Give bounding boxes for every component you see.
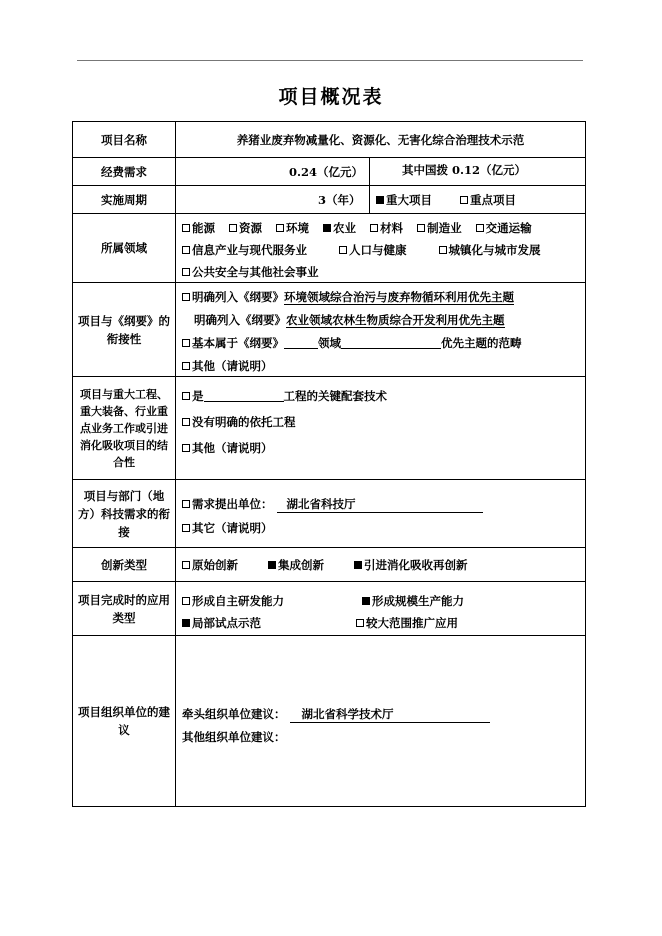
project-overview-table [72,121,586,807]
project-level-cell [369,185,586,214]
demand-content-cell [175,479,586,548]
application-label: 项目完成时的应用类型 [78,592,170,625]
outline-line-3: 基本属于《纲要》 领域 优先主题的范畴 [182,335,522,351]
field-option-transport[interactable]: 交通运输 [476,221,532,235]
checkbox-empty-icon [182,224,190,232]
application-option-rd[interactable]: 形成自主研发能力 [182,593,284,609]
checkbox-empty-icon[interactable] [182,339,190,347]
field-option-energy[interactable]: 能源 [182,221,215,235]
checkbox-empty-icon [460,196,468,204]
advice-lead-value: 湖北省科学技术厅 [290,706,490,723]
checkbox-empty-icon[interactable] [182,362,190,370]
page-title: 项目概况表 [278,86,384,108]
period-years: 3（年） [318,193,361,207]
checkbox-checked-icon [354,561,362,569]
field-option-public-safety[interactable]: 公共安全与其他社会事业 [182,265,319,279]
central-funding-label: 其中国拨 [402,163,448,177]
outline-line-4: 其他（请说明） [182,358,273,374]
field-option-materials[interactable]: 材料 [370,221,403,235]
application-option-production[interactable]: 形成规模生产能力 [362,593,464,609]
innovation-label-cell [72,547,176,582]
field-label-cell [72,213,176,283]
major-line-3: 其他（请说明） [182,440,273,456]
demand-unit-value: 湖北省科技厅 [277,496,483,513]
outline-label-cell [72,282,176,377]
demand-line-1: 需求提出单位： 湖北省科技厅 [182,496,483,513]
period-label-cell [72,185,176,214]
outline-line-1: 明确列入《纲要》环境领域综合治污与废弃物循环利用优先主题 [182,289,514,305]
outline-topic-2: 农业领域农林生物质综合开发利用优先主题 [286,313,505,327]
major-line-1: 是 工程的关键配套技术 [182,388,387,404]
checkbox-empty-icon[interactable] [182,418,190,426]
checkbox-empty-icon [182,597,190,605]
checkbox-checked-icon [362,597,370,605]
field-label: 所属领域 [101,241,147,255]
advice-label-cell [72,635,176,807]
period-label: 实施周期 [101,192,147,207]
checkbox-checked-icon [182,619,190,627]
checkbox-checked-icon [376,196,384,204]
major-content-cell [175,376,586,480]
application-label-cell [72,581,176,636]
name-label-cell [72,121,176,158]
funding-label: 经费需求 [101,164,147,179]
name-value-cell [175,121,586,158]
checkbox-empty-icon [417,224,425,232]
outline-topic-1: 环境领域综合治污与废弃物循环利用优先主题 [284,290,514,304]
checkbox-empty-icon[interactable] [182,293,190,301]
outline-line-2: 明确列入《纲要》农业领域农林生物质综合开发利用优先主题 [194,313,505,327]
field-options-line-3 [182,264,319,280]
major-project-blank[interactable] [204,389,284,402]
innovation-content-cell [175,547,586,582]
checkbox-empty-icon[interactable] [182,444,190,452]
checkbox-empty-icon [276,224,284,232]
innovation-label: 创新类型 [101,557,147,572]
outline-label: 项目与《纲要》的衔接性 [78,313,170,346]
innovation-option-integrated[interactable]: 集成创新 [268,558,324,572]
field-options-cell [175,213,586,283]
checkbox-empty-icon [356,619,364,627]
project-name: 养猪业废弃物减量化、资源化、无害化综合治理技术示范 [236,132,525,147]
innovation-option-reinnovation[interactable]: 引进消化吸收再创新 [354,558,468,572]
checkbox-empty-icon [229,224,237,232]
demand-label-cell [72,479,176,548]
outline-content-cell [175,282,586,377]
checkbox-checked-icon [268,561,276,569]
checkbox-empty-icon [182,246,190,254]
field-option-resources[interactable]: 资源 [229,221,262,235]
field-options-line-1 [182,220,532,236]
demand-line-2: 其它（请说明） [182,520,273,536]
checkbox-empty-icon [439,246,447,254]
field-option-urbanization[interactable]: 城镇化与城市发展 [439,243,541,257]
funding-value-cell [175,157,370,186]
central-funding-value: 0.12（亿元） [452,163,527,177]
innovation-option-original[interactable]: 原始创新 [182,558,238,572]
funding-label-cell [72,157,176,186]
field-option-it[interactable]: 信息产业与现代服务业 [182,243,307,257]
advice-content-cell [175,635,586,807]
demand-label: 项目与部门（地方）科技需求的衔接 [78,488,170,539]
checkbox-empty-icon [476,224,484,232]
field-option-agriculture[interactable]: 农业 [323,221,356,235]
period-value-cell [175,185,370,214]
advice-label: 项目组织单位的建议 [78,705,170,737]
field-options-line-2 [182,242,541,258]
name-label: 项目名称 [101,132,147,147]
major-label: 项目与重大工程、重大装备、行业重点业务工作或引进消化吸收项目的结合性 [80,387,168,469]
key-project-option[interactable]: 重点项目 [460,193,516,207]
checkbox-empty-icon[interactable] [182,392,190,400]
checkbox-empty-icon [370,224,378,232]
checkbox-empty-icon[interactable] [182,524,190,532]
application-content-cell [175,581,586,636]
central-funding-cell [369,157,586,186]
header-rule [77,60,583,61]
application-option-promotion[interactable]: 较大范围推广应用 [356,615,458,631]
field-option-environment[interactable]: 环境 [276,221,309,235]
checkbox-empty-icon[interactable] [182,500,190,508]
advice-other-line: 其他组织单位建议： [182,730,286,744]
funding-amount: 0.24（亿元） [289,165,364,179]
major-line-2: 没有明确的依托工程 [182,414,296,430]
major-project-option[interactable]: 重大项目 [376,193,432,207]
checkbox-checked-icon [323,224,331,232]
advice-lead-line: 牵头组织单位建议： 湖北省科学技术厅 [182,706,490,723]
checkbox-empty-icon [182,561,190,569]
field-option-manufacturing[interactable]: 制造业 [417,221,462,235]
outline-field-blank[interactable] [284,336,318,349]
application-option-pilot[interactable]: 局部试点示范 [182,615,261,631]
field-option-health[interactable]: 人口与健康 [339,243,407,257]
checkbox-empty-icon [182,268,190,276]
major-label-cell [72,376,176,480]
checkbox-empty-icon [339,246,347,254]
outline-topic-blank[interactable] [341,336,441,349]
